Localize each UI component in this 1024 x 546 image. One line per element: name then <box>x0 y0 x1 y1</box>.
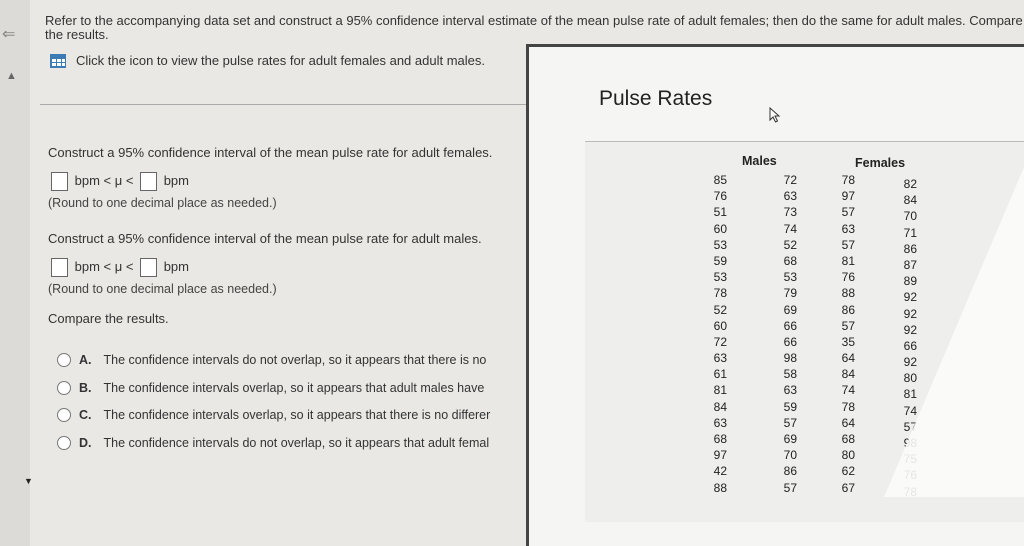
table-cell: 80 <box>841 448 855 463</box>
table-cell: 98 <box>783 351 797 366</box>
table-cell: 79 <box>783 286 797 301</box>
table-cell: 76 <box>841 270 855 285</box>
table-cell: 35 <box>841 334 855 349</box>
table-cell: 74 <box>841 383 855 398</box>
table-cell: 42 <box>713 464 727 479</box>
females-prompt: Construct a 95% confidence interval of the mean pulse rate for adult females. <box>48 145 493 160</box>
table-cell: 66 <box>783 334 797 349</box>
table-cell: 97 <box>713 448 727 463</box>
scroll-down-icon[interactable]: ▼ <box>24 476 33 486</box>
table-cell: 92 <box>903 306 917 321</box>
table-cell: 71 <box>903 225 917 240</box>
table-cell: 76 <box>903 468 917 483</box>
table-cell: 60 <box>713 318 727 333</box>
table-cell: 87 <box>903 257 917 272</box>
table-cell: 69 <box>783 302 797 317</box>
scroll-up-icon[interactable]: ▲ <box>6 70 17 82</box>
table-cell: 63 <box>783 189 797 204</box>
table-cell: 68 <box>841 432 855 446</box>
females-column-1 <box>825 172 855 496</box>
males-column-1 <box>697 172 727 496</box>
table-cell: 76 <box>713 189 727 204</box>
table-cell: 73 <box>783 205 797 220</box>
table-cell: 63 <box>841 221 855 236</box>
table-cell: 72 <box>783 173 797 187</box>
females-upper-input[interactable] <box>140 172 157 191</box>
table-cell: 78 <box>903 484 917 499</box>
table-cell: 82 <box>903 177 917 191</box>
data-table-icon[interactable] <box>50 54 66 68</box>
table-cell: 81 <box>841 253 855 268</box>
table-cell: 58 <box>783 367 797 382</box>
glare-overlay <box>884 167 1024 497</box>
radio-c[interactable] <box>57 408 71 422</box>
table-cell: 78 <box>841 173 855 187</box>
table-cell: 64 <box>841 351 855 366</box>
pulse-rates-popup <box>526 44 1024 546</box>
option-c[interactable]: C. The confidence intervals overlap, so it appears that there is no differer <box>57 408 527 422</box>
option-a[interactable]: A. The confidence intervals do not overlap, so it appears that there is no <box>57 353 527 367</box>
table-cell: 67 <box>841 480 855 495</box>
table-cell: 57 <box>841 237 855 252</box>
option-b[interactable]: B. The confidence intervals overlap, so it appears that adult males have <box>57 381 527 395</box>
females-header: Females <box>855 156 906 170</box>
females-lower-input[interactable] <box>51 172 68 191</box>
males-lower-input[interactable] <box>51 258 68 277</box>
table-cell: 57 <box>783 480 797 495</box>
table-cell: 86 <box>903 241 917 256</box>
table-cell: 68 <box>783 253 797 268</box>
table-cell: 57 <box>841 318 855 333</box>
table-cell: 66 <box>903 338 917 353</box>
table-cell: 53 <box>713 237 727 252</box>
males-prompt: Construct a 95% confidence interval of the mean pulse rate for adult males. <box>48 231 482 246</box>
table-cell: 92 <box>903 355 917 370</box>
table-cell: 69 <box>783 432 797 446</box>
table-cell: 60 <box>713 221 727 236</box>
table-cell: 88 <box>713 480 727 495</box>
table-cell: 52 <box>783 237 797 252</box>
left-rail <box>0 0 30 546</box>
radio-d[interactable] <box>57 436 71 450</box>
table-cell: 52 <box>713 302 727 317</box>
table-cell: 89 <box>903 274 917 289</box>
table-cell: 74 <box>783 221 797 236</box>
table-cell: 72 <box>713 334 727 349</box>
table-cell: 92 <box>903 322 917 337</box>
data-link[interactable] <box>50 53 485 68</box>
table-cell: 78 <box>841 399 855 414</box>
table-cell: 97 <box>841 189 855 204</box>
table-cell: 86 <box>841 302 855 317</box>
table-cell: 84 <box>713 399 727 414</box>
males-interval-row: bpm < μ < bpm <box>48 258 189 277</box>
table-cell: 51 <box>713 205 727 220</box>
females-round-note: (Round to one decimal place as needed.) <box>48 196 277 210</box>
table-cell: 61 <box>713 367 727 382</box>
table-cell: 70 <box>783 448 797 463</box>
table-cell: 81 <box>713 383 727 398</box>
table-cell: 84 <box>903 193 917 208</box>
table-cell: 85 <box>713 173 727 187</box>
back-arrow-icon[interactable]: ⇐ <box>2 26 16 43</box>
males-upper-input[interactable] <box>140 258 157 277</box>
mouse-cursor-icon <box>769 107 783 123</box>
table-cell: 53 <box>713 270 727 285</box>
radio-a[interactable] <box>57 353 71 367</box>
table-cell: 64 <box>841 415 855 430</box>
table-cell: 62 <box>841 464 855 479</box>
males-round-note: (Round to one decimal place as needed.) <box>48 282 277 296</box>
table-cell: 86 <box>783 464 797 479</box>
table-cell: 59 <box>713 253 727 268</box>
table-cell: 63 <box>713 351 727 366</box>
table-cell: 84 <box>841 367 855 382</box>
table-cell: 66 <box>783 318 797 333</box>
table-cell: 63 <box>713 415 727 430</box>
table-cell: 74 <box>903 403 917 418</box>
males-header: Males <box>742 154 777 168</box>
table-cell: 81 <box>903 387 917 402</box>
table-cell: 98 <box>903 436 917 450</box>
table-cell: 57 <box>783 415 797 430</box>
table-cell: 63 <box>783 383 797 398</box>
table-cell: 59 <box>783 399 797 414</box>
radio-b[interactable] <box>57 381 71 395</box>
compare-label: Compare the results. <box>48 311 169 326</box>
table-cell: 75 <box>903 452 917 467</box>
table-cell: 88 <box>841 286 855 301</box>
table-cell: 92 <box>903 290 917 305</box>
table-cell: 70 <box>903 209 917 224</box>
data-link-label: Click the icon to view the pulse rates for adult females and adult males. <box>76 53 485 68</box>
table-cell: 53 <box>783 270 797 285</box>
table-cell: 80 <box>903 371 917 386</box>
popup-title: Pulse Rates <box>599 87 713 110</box>
females-interval-row: bpm < μ < bpm <box>48 172 189 191</box>
option-d[interactable]: D. The confidence intervals do not overlap, so it appears that adult femal <box>57 436 527 450</box>
table-cell: 78 <box>713 286 727 301</box>
table-cell: 57 <box>903 419 917 434</box>
table-cell: 68 <box>713 432 727 446</box>
table-cell: 57 <box>841 205 855 220</box>
divider <box>40 104 530 105</box>
males-column-2 <box>767 172 797 496</box>
question-text: Refer to the accompanying data set and construct a 95% confidence interval estimate of the mean pulse rate of adult females; then do the same for adult males. Compare the results. <box>45 13 1023 42</box>
